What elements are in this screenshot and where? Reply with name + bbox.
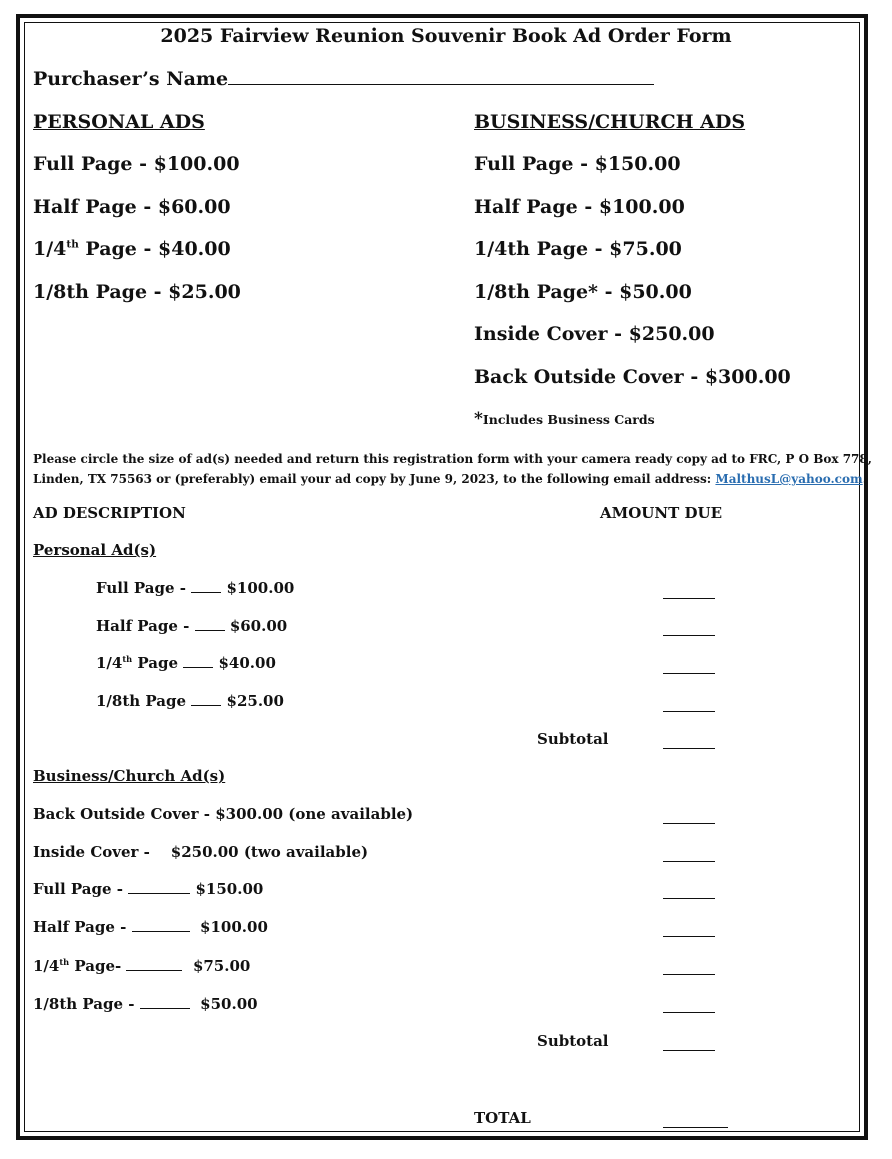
- purchaser-name-label: Purchaser’s Name: [33, 68, 229, 90]
- form-title: 2025 Fairview Reunion Souvenir Book Ad Order Form: [160, 25, 732, 47]
- amount-blank[interactable]: [663, 974, 715, 975]
- amount-blank[interactable]: [663, 711, 715, 712]
- amount-blank[interactable]: [663, 1012, 715, 1013]
- personal-subtotal-label: Subtotal: [537, 730, 609, 748]
- personal-row-quarter-page[interactable]: 1/4th Page $40.00: [96, 654, 276, 672]
- business-ad-quarter-page: 1/4th Page - $75.00: [474, 238, 682, 260]
- personal-ad-quarter-page: 1/4th Page - $40.00: [33, 238, 231, 260]
- total-label: TOTAL: [474, 1109, 531, 1127]
- instructions-text: Please circle the size of ad(s) needed and return this registration form with your camera ready copy ad to FRC, P O Box 778, Linden, TX 75563 or (preferably) email your ad copy by June 9, 2023, to the following email address: MalthusL@yahoo.com.: [33, 452, 872, 486]
- business-row-eighth-page[interactable]: 1/8th Page - $50.00: [33, 995, 258, 1013]
- business-row-half-page[interactable]: Half Page - $100.00: [33, 918, 268, 936]
- amount-blank[interactable]: [663, 673, 715, 674]
- business-ad-back-outside-cover: Back Outside Cover - $300.00: [474, 366, 791, 388]
- amount-blank[interactable]: [663, 898, 715, 899]
- personal-subtotal-blank[interactable]: [663, 748, 715, 749]
- ad-description-header: AD DESCRIPTION: [33, 504, 186, 522]
- personal-ad-full-page: Full Page - $100.00: [33, 153, 240, 175]
- personal-ad-eighth-page: 1/8th Page - $25.00: [33, 281, 241, 303]
- business-ad-eighth-page: 1/8th Page* - $50.00: [474, 281, 692, 303]
- purchaser-name-field[interactable]: [33, 68, 654, 90]
- amount-due-header: AMOUNT DUE: [600, 504, 723, 522]
- business-row-quarter-page[interactable]: 1/4th Page- $75.00: [33, 957, 251, 975]
- business-ad-half-page: Half Page - $100.00: [474, 196, 685, 218]
- amount-blank[interactable]: [663, 635, 715, 636]
- footnote: *Includes Business Cards: [474, 409, 655, 429]
- email-link[interactable]: MalthusL@yahoo.com: [715, 472, 863, 486]
- amount-blank[interactable]: [663, 823, 715, 824]
- business-ads-heading: Business/Church Ad(s): [33, 767, 226, 785]
- personal-row-eighth-page[interactable]: 1/8th Page $25.00: [96, 692, 284, 710]
- business-subtotal-label: Subtotal: [537, 1032, 609, 1050]
- business-row-inside-cover[interactable]: Inside Cover - $250.00 (two available): [33, 843, 369, 861]
- purchaser-name-blank[interactable]: [228, 69, 654, 85]
- personal-ads-header: PERSONAL ADS: [33, 111, 205, 133]
- amount-blank[interactable]: [663, 598, 715, 599]
- business-subtotal-blank[interactable]: [663, 1050, 715, 1051]
- total-blank[interactable]: [663, 1127, 728, 1128]
- business-ads-header: BUSINESS/CHURCH ADS: [474, 111, 746, 133]
- business-row-back-outside-cover[interactable]: Back Outside Cover - $300.00 (one available): [33, 805, 414, 823]
- amount-blank[interactable]: [663, 936, 715, 937]
- business-row-full-page[interactable]: Full Page - $150.00: [33, 880, 264, 898]
- business-ad-inside-cover: Inside Cover - $250.00: [474, 323, 715, 345]
- personal-ad-half-page: Half Page - $60.00: [33, 196, 231, 218]
- business-ad-full-page: Full Page - $150.00: [474, 153, 681, 175]
- personal-ads-heading: Personal Ad(s): [33, 541, 157, 559]
- amount-blank[interactable]: [663, 861, 715, 862]
- personal-row-half-page[interactable]: Half Page - $60.00: [96, 617, 288, 635]
- personal-row-full-page[interactable]: Full Page - $100.00: [96, 579, 295, 597]
